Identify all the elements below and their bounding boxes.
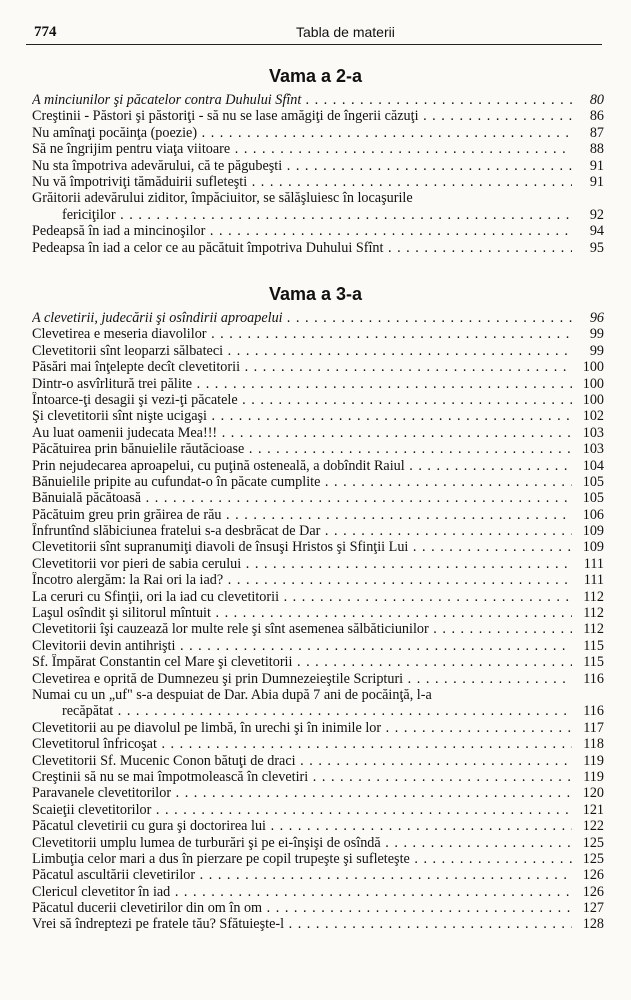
toc-entry-page: 106 xyxy=(582,506,604,523)
toc-entry-page: 125 xyxy=(582,834,604,851)
running-title: Tabla de materii xyxy=(296,24,395,40)
toc-entry-page: 92 xyxy=(589,206,604,223)
toc-entry-page: 104 xyxy=(582,457,604,474)
section-title-vama-2: Vama a 2-a xyxy=(268,66,363,86)
toc-entry-title: Numai cu un „uf" s-a despuiat de Dar. Abia după 7 ani de pocăinţă, l-a xyxy=(32,686,432,703)
toc-entry xyxy=(32,572,604,588)
toc-entry xyxy=(32,638,604,654)
toc-entry-title: Bănuielile pripite au cufundat-o în păcate cumplite . . . xyxy=(32,474,572,490)
toc-entry-page: 103 xyxy=(582,424,604,441)
toc-entry-page: 112 xyxy=(583,605,604,622)
toc-entry-title: Pedeapsă în iad a mincinoşilor . . . xyxy=(32,223,572,239)
toc-entry xyxy=(32,240,604,256)
toc-entry-title: Clevetitorii sînt leoparzi sălbateci . . . xyxy=(32,343,572,359)
toc-entry-title: Clevetitorii îşi cauzează lor multe rele şi sînt asemenea sălbăticiunilor . . . xyxy=(32,621,572,637)
toc-entry-title: Clevetitorii Sf. Mucenic Conon bătuţi de draci . . . xyxy=(32,753,572,769)
toc-entry-page: 87 xyxy=(589,124,604,141)
toc-entry-page: 126 xyxy=(582,883,604,900)
toc-entry-title: Laşul osîndit şi silitorul mîntuit . . . xyxy=(32,605,572,621)
toc-entry-page: 95 xyxy=(589,239,604,256)
toc-entry-page: 115 xyxy=(583,637,604,654)
toc-entry-title: Au luat oamenii judecata Mea!!! . . . xyxy=(32,425,572,441)
toc-entry-page: 125 xyxy=(582,850,604,867)
toc-entry xyxy=(32,190,604,206)
toc-entry xyxy=(32,359,604,375)
toc-entry-title: Nu sta împotriva adevărului, că te păgubeşti . . . xyxy=(32,158,572,174)
toc-entry xyxy=(32,310,604,326)
toc-entry-page: 105 xyxy=(582,473,604,490)
toc-entry-page: 96 xyxy=(589,310,604,326)
toc-entry xyxy=(32,408,604,424)
toc-entry xyxy=(32,900,604,916)
toc-entry-title: Creştinii - Păstori şi păstoriţi - să nu se lase amăgiţi de îngerii căzuţi . . . xyxy=(32,108,572,124)
toc-entry-page: 91 xyxy=(589,173,604,190)
toc-entry-title: Paravanele clevetitorilor . . . xyxy=(32,785,572,801)
toc-entry-title: Bănuială păcătoasă . . . xyxy=(32,490,572,506)
toc-entry xyxy=(32,769,604,785)
toc-entry xyxy=(32,108,604,124)
toc-entry xyxy=(32,376,604,392)
toc-entry xyxy=(32,343,604,359)
toc-entry-page: 111 xyxy=(583,572,604,589)
toc-entry-page: 128 xyxy=(582,916,604,933)
toc-entry-title: Înfruntînd slăbiciunea fratelui s-a desbrăcat de Dar . . . xyxy=(32,523,572,539)
toc-entry-title: Păcatul ducerii clevetirilor din om în om . . . xyxy=(32,900,572,916)
toc-entry-page: 126 xyxy=(582,867,604,884)
toc-entry xyxy=(32,867,604,883)
toc-entry-page: 109 xyxy=(582,523,604,540)
section-title-vama-3: Vama a 3-a xyxy=(268,284,363,304)
toc-entry-title: Păcătuirea prin bănuielile răutăcioase . . . xyxy=(32,441,572,457)
toc-entry xyxy=(32,720,604,736)
toc-entry-page: 86 xyxy=(589,108,604,125)
toc-entry-title: Păcatul ascultării clevetirilor . . . xyxy=(32,867,572,883)
toc-entry-page: 91 xyxy=(589,157,604,174)
toc-entry-title: Să ne îngrijim pentru viaţa viitoare . . . xyxy=(32,141,572,157)
toc-entry xyxy=(32,589,604,605)
toc-entry-title: Clevetitorul înfricoşat . . . xyxy=(32,736,572,752)
toc-entry-title: Întoarce-ţi desagii şi vezi-ţi păcatele . . . xyxy=(32,392,572,408)
toc-entry-title: Pedeapsa în iad a celor ce au păcătuit împotriva Duhului Sfînt . . . xyxy=(32,240,572,256)
toc-entry-title: A minciunilor şi păcatelor contra Duhului Sfînt . . . xyxy=(32,92,572,108)
toc-entry-title: Prin nejudecarea aproapelui, cu puţină osteneală, a dobîndit Raiul . . . xyxy=(32,458,572,474)
toc-entry-page: 80 xyxy=(589,92,604,108)
toc-entry-title: Vrei să îndreptezi pe fratele tău? Sfătuieşte-l . . . xyxy=(32,916,572,932)
toc-entry xyxy=(32,174,604,190)
toc-entry xyxy=(32,621,604,637)
toc-entry xyxy=(32,736,604,752)
toc-entry xyxy=(32,507,604,523)
toc-entry xyxy=(32,785,604,801)
toc-entry-title: Grăitorii adevărului ziditor, împăciuitor, se sălăşluiesc în locaşurile xyxy=(32,190,413,207)
toc-entry-title: Dintr-o asvîrlitură trei pălite . . . xyxy=(32,376,572,392)
toc-entry-page: 116 xyxy=(583,670,604,687)
toc-entry-title: Clevetitorii sînt supranumiţi diavoli de însuşi Hristos şi Sfinţii Lui . . . xyxy=(32,539,572,555)
page-number: 774 xyxy=(34,24,57,40)
toc-entry-page: 112 xyxy=(583,588,604,605)
toc-entry-page: 100 xyxy=(582,375,604,392)
toc-entry xyxy=(32,654,604,670)
toc-entry xyxy=(32,671,604,687)
toc-entry xyxy=(32,92,604,108)
toc-entry xyxy=(32,851,604,867)
toc-entry-page: 119 xyxy=(583,768,604,785)
toc-entry-page: 117 xyxy=(583,719,604,736)
toc-entry xyxy=(32,884,604,900)
toc-entry-page: 121 xyxy=(582,801,604,818)
toc-entry-title: Şi clevetitorii sînt nişte ucigaşi . . . xyxy=(32,408,572,424)
toc-entry xyxy=(32,818,604,834)
toc-entry xyxy=(32,425,604,441)
toc-entry xyxy=(32,556,604,572)
toc-entry-page: 116 xyxy=(583,703,604,720)
toc-entry xyxy=(32,523,604,539)
toc-entry-title: Creştinii să nu se mai împotmolească în clevetiri . . . xyxy=(32,769,572,785)
toc-entry xyxy=(32,158,604,174)
toc-entry-title: Clevetirea e oprită de Dumnezeu şi prin Dumnezeieştile Scripturi . . . xyxy=(32,671,572,687)
toc-entry-page: 112 xyxy=(583,621,604,638)
toc-entry xyxy=(32,326,604,342)
toc-entry-page: 109 xyxy=(582,539,604,556)
toc-entry-title: Încotro alergăm: la Rai ori la iad? . . . xyxy=(32,572,572,588)
toc-entry xyxy=(32,441,604,457)
toc-entry-page: 122 xyxy=(582,818,604,835)
toc-entry xyxy=(32,458,604,474)
toc-entry-page: 100 xyxy=(582,391,604,408)
toc-entry-page: 99 xyxy=(589,342,604,359)
toc-entry-title: La ceruri cu Sfinţii, ori la iad cu clevetitorii . . . xyxy=(32,589,572,605)
toc-entry-page: 118 xyxy=(583,736,604,753)
toc-entry-page: 111 xyxy=(583,555,604,572)
toc-entry xyxy=(32,753,604,769)
toc-entry-page: 99 xyxy=(589,326,604,343)
toc-entry-title: fericiţilor . . . xyxy=(32,207,572,223)
toc-section-vama-2 xyxy=(32,92,604,256)
toc-entry xyxy=(32,916,604,932)
toc-entry-title: Scaieţii clevetitorilor . . . xyxy=(32,802,572,818)
toc-entry-page: 102 xyxy=(582,408,604,425)
toc-entry-title: Păsări mai înţelepte decît clevetitorii . . . xyxy=(32,359,572,375)
toc-entry xyxy=(32,490,604,506)
toc-entry-title: Clevetitorii au pe diavolul pe limbă, în urechi şi în inimile lor . . . xyxy=(32,720,572,736)
toc-entry xyxy=(32,802,604,818)
toc-entry xyxy=(32,539,604,555)
toc-entry xyxy=(32,207,604,223)
toc-entry-title: Sf. Împărat Constantin cel Mare şi clevetitorii . . . xyxy=(32,654,572,670)
toc-entry-page: 115 xyxy=(583,654,604,671)
toc-entry-title: recăpătat . . . xyxy=(32,703,572,719)
toc-entry xyxy=(32,703,604,719)
toc-entry xyxy=(32,141,604,157)
toc-entry-title: Clevetirea e meseria diavolilor . . . xyxy=(32,326,572,342)
toc-entry xyxy=(32,835,604,851)
toc-entry-title: Clevetitorii umplu lumea de turburări şi pe ei-înşişi de osîndă . . . xyxy=(32,835,572,851)
toc-entry-page: 100 xyxy=(582,359,604,376)
toc-entry-title: Nu amînaţi pocăinţa (poezie) . . . xyxy=(32,125,572,141)
toc-entry-title: Clevitorii devin antihrişti . . . xyxy=(32,638,572,654)
toc-entry-page: 94 xyxy=(589,223,604,240)
toc-entry-title: Păcatul clevetirii cu gura şi doctorirea lui . . . xyxy=(32,818,572,834)
toc-entry xyxy=(32,125,604,141)
toc-entry-page: 127 xyxy=(582,900,604,917)
toc-entry xyxy=(32,392,604,408)
toc-entry-page: 119 xyxy=(583,752,604,769)
toc-entry-title: Nu vă împotriviţi tămăduirii sufleteşti . . . xyxy=(32,174,572,190)
running-header xyxy=(26,22,602,45)
toc-entry-title: Păcătuim greu prin grăirea de rău . . . xyxy=(32,507,572,523)
toc-entry xyxy=(32,687,604,703)
toc-entry-title: A clevetirii, judecării şi osîndirii aproapelui . . . xyxy=(32,310,572,326)
toc-entry xyxy=(32,605,604,621)
toc-entry-page: 105 xyxy=(582,490,604,507)
toc-entry-title: Clevetitorii vor pieri de sabia cerului . . . xyxy=(32,556,572,572)
toc-entry-title: Limbuţia celor mari a dus în pierzare pe copil trupeşte şi sufleteşte . . . xyxy=(32,851,572,867)
toc-entry-page: 88 xyxy=(589,141,604,158)
toc-entry-title: Clericul clevetitor în iad . . . xyxy=(32,884,572,900)
toc-entry-page: 120 xyxy=(582,785,604,802)
toc-entry-page: 103 xyxy=(582,441,604,458)
toc-entry xyxy=(32,474,604,490)
toc-section-vama-3 xyxy=(32,310,604,933)
toc-entry xyxy=(32,223,604,239)
